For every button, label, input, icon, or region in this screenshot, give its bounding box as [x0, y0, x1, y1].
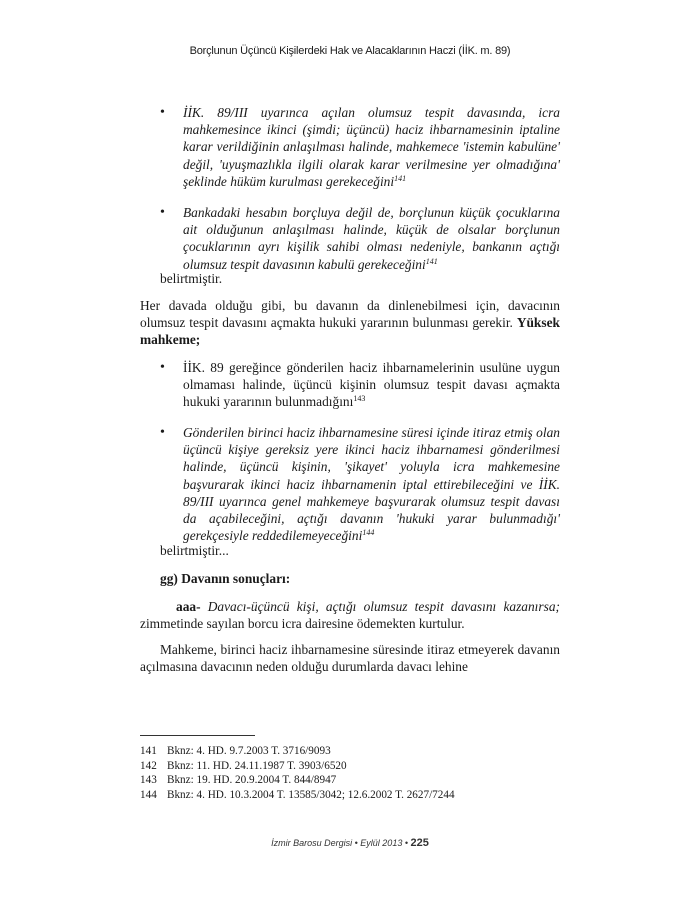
bullet-icon: • [160, 360, 165, 375]
running-header: Borçlunun Üçüncü Kişilerdeki Hak ve Alacaklarının Haczi (İİK. m. 89) [189, 45, 511, 57]
footnote-ref[interactable]: 144 [362, 528, 375, 538]
list-item [160, 204, 560, 273]
footnote-number: 142 [140, 759, 157, 772]
bullet-text: İİK. 89 gereğince gönderilen haciz ihbarnamelerinin usulüne uygun olmaması halinde, üçüncü kişinin olumsuz tespit davası açmakta hukuki yararının bulunmadığını [183, 360, 560, 410]
subsection-rest: zimmetinde sayılan borcu icra dairesine ödemekten kurtulur. [140, 616, 465, 632]
footnote-ref[interactable]: 141 [394, 173, 407, 183]
bullet-icon: • [160, 105, 165, 120]
paragraph-text: Her davada olduğu gibi, bu davanın da dinlenebilmesi için, davacının olumsuz tespit davasını açmakta hukuki yararının bulunması gerekir. [140, 298, 560, 331]
footnote [140, 759, 560, 774]
paragraph [140, 297, 560, 349]
footnote [140, 773, 560, 788]
subsection-italic: Davacı-üçüncü kişi, açtığı olumsuz tespit davasını kazanırsa; [207, 599, 560, 614]
list-item [160, 104, 560, 190]
subsection-label: aaa- [176, 599, 201, 614]
closing-text: belirtmiştir... [160, 543, 229, 558]
footnote-text: Bknz: 11. HD. 24.11.1987 T. 3903/6520 [167, 759, 347, 772]
footnote-number: 144 [140, 788, 157, 801]
paragraph-bold: Yüksek mahkeme; [140, 315, 560, 348]
section-heading: gg) Davanın sonuçları: [160, 571, 291, 586]
footnote-text: Bknz: 19. HD. 20.9.2004 T. 844/8947 [167, 774, 337, 787]
footnote [140, 744, 560, 759]
closing-text: belirtmiştir. [160, 271, 223, 286]
footnote-ref[interactable]: 143 [353, 394, 366, 404]
footnote-number: 143 [140, 774, 157, 787]
list-item [160, 424, 560, 544]
footnotes [140, 744, 560, 802]
footnote-number: 141 [140, 745, 157, 757]
bullet-icon: • [160, 205, 165, 220]
footnote-text: Bknz: 4. HD. 9.7.2003 T. 3716/9093 [167, 745, 331, 757]
bullet-icon: • [160, 425, 165, 440]
bullet-text: Bankadaki hesabın borçluya değil de, borçlunun küçük çocuklarına ait olduğunun anlaşılması halinde, küçük de olsalar borçlunun çocuklarının ayrı kişilik sahibi olması nedeniyle, bankanın açtığı olumsuz tespit davasının kabulü gerekeceğini [183, 205, 560, 272]
footnote-text: Bknz: 4. HD. 10.3.2004 T. 13585/3042; 12.6.2002 T. 2627/7244 [167, 788, 455, 801]
bullet-text: İİK. 89/III uyarınca açılan olumsuz tespit davasında, icra mahkemesince ikinci (şimdi; üçüncü) haciz ihbarnamesinin iptaline karar verildiğinin anlaşılması halinde, mahkemece 'istemin kabulüne' değil, 'uyuşmazlıkla ilgili olarak karar verilmesine yer olmadığına' şeklinde hüküm kurulması gerekeceğini [183, 105, 560, 189]
list-item [160, 359, 560, 411]
journal-name: İzmir Barosu Dergisi • Eylül 2013 • [271, 838, 408, 848]
footnote [140, 788, 560, 803]
subsection-paragraph [140, 598, 560, 632]
footnote-divider [140, 735, 255, 736]
page-number: 225 [410, 837, 429, 849]
footnote-ref[interactable]: 141 [425, 256, 438, 266]
paragraph: Mahkeme, birinci haciz ihbarnamesine süresinde itiraz etmeyerek davanın açılmasına davacının neden olduğu durumlarda davacı lehine [140, 642, 560, 675]
page-footer [0, 837, 700, 849]
bullet-text: Gönderilen birinci haciz ihbarnamesine süresi içinde itiraz etmiş olan üçüncü kişiye gereksiz yere ikinci haciz ihbarnamesi gönderilmesi halinde, üçüncü kişinin, 'şikayet' yoluyla icra mahkemesine başvurarak ikinci haciz ihbarnamenin iptal ettirebileceğini ve İİK. 89/III uyarınca genel mahkemeye başvurarak olumsuz tespit davası da açabileceğini, açtığı davanın 'hukuki yarar bulunmadığı' gerekçesiyle reddedilemeyeceğini [183, 425, 560, 544]
